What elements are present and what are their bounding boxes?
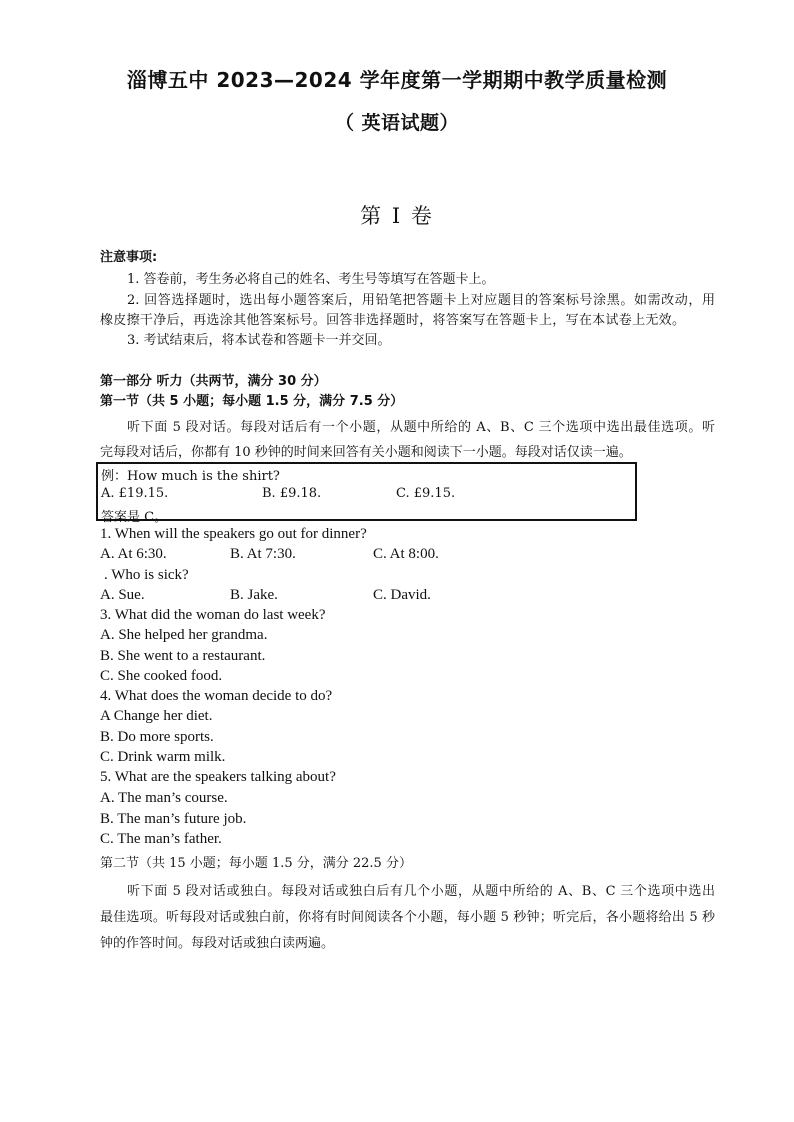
section1-instruction: 听下面 5 段对话。每段对话后有一个小题，从题中所给的 A、B、C 三个选项中选出最佳选项。听	[127, 420, 715, 435]
option-a: A. She helped her grandma.	[100, 627, 268, 643]
section2-instruction: 钟的作答时间。每段对话或独白读两遍。	[100, 936, 335, 951]
option-c: C. She cooked food.	[100, 668, 223, 684]
section2-heading: 第二节（共 15 小题；每小题 1.5 分，满分 22.5 分）	[100, 856, 412, 871]
notice-item-continued: 橡皮擦干净后，再选涂其他答案标号。回答非选择题时，将答案写在答题卡上，写在本试卷上无效。	[100, 313, 685, 328]
notice-item: 3. 考试结束后，将本试卷和答题卡一并交回。	[127, 333, 391, 348]
section1-instruction: 完每段对话后，你都有 10 秒钟的时间来回答有关小题和阅读下一小题。每段对话仅读一遍。	[100, 445, 632, 460]
part-heading: 第一部分 听力（共两节，满分 30 分）	[100, 374, 327, 389]
option-c: C. At 8:00.	[373, 546, 439, 562]
option-b: B. At 7:30.	[230, 546, 296, 562]
section2-instruction: 最佳选项。听每段对话或独白前，你将有时间阅读各个小题，每小题 5 秒钟；听完后，各小题将给出 5 秒	[100, 910, 715, 925]
option-b: B. Do more sports.	[100, 729, 214, 745]
exam-subtitle: （ 英语试题）	[334, 112, 460, 134]
option-c: C. The man’s father.	[100, 831, 222, 847]
example-option-c: C. £9.15.	[396, 486, 456, 501]
section1-heading: 第一节（共 5 小题；每小题 1.5 分，满分 7.5 分）	[100, 394, 404, 409]
option-b: B. The man’s future job.	[100, 811, 247, 827]
exam-title: 淄博五中 2023—2024 学年度第一学期期中教学质量检测	[126, 68, 668, 92]
option-c: C. Drink warm milk.	[100, 749, 226, 765]
section2-instruction: 听下面 5 段对话或独白。每段对话或独白后有几个小题，从题中所给的 A、B、C 三个选项中选出	[127, 884, 715, 899]
option-a: A. The man’s course.	[100, 790, 228, 806]
option-b: B. She went to a restaurant.	[100, 648, 266, 664]
example-option-b: B. £9.18.	[262, 486, 322, 501]
question-1: 1. When will the speakers go out for dinner?	[100, 526, 367, 542]
option-c: C. David.	[373, 587, 431, 603]
option-a: A Change her diet.	[100, 708, 213, 724]
example-question: 例：How much is the shirt?	[101, 469, 280, 484]
question-5: 5. What are the speakers talking about?	[100, 769, 336, 785]
question-3: 3. What did the woman do last week?	[100, 607, 326, 623]
notice-heading: 注意事项:	[100, 250, 158, 265]
question-2: . Who is sick?	[104, 567, 189, 583]
notice-item: 1. 答卷前，考生务必将自己的姓名、考生号等填写在答题卡上。	[127, 272, 495, 287]
question-4: 4. What does the woman decide to do?	[100, 688, 333, 704]
volume-heading: 第 I 卷	[360, 204, 434, 228]
option-a: A. Sue.	[100, 587, 145, 603]
example-answer: 答案是 C。	[101, 510, 168, 525]
option-b: B. Jake.	[230, 587, 278, 603]
notice-item: 2. 回答选择题时，选出每小题答案后，用铅笔把答题卡上对应题目的答案标号涂黑。如需改动，用	[127, 293, 715, 308]
example-option-a: A. £19.15.	[101, 486, 169, 501]
option-a: A. At 6:30.	[100, 546, 167, 562]
